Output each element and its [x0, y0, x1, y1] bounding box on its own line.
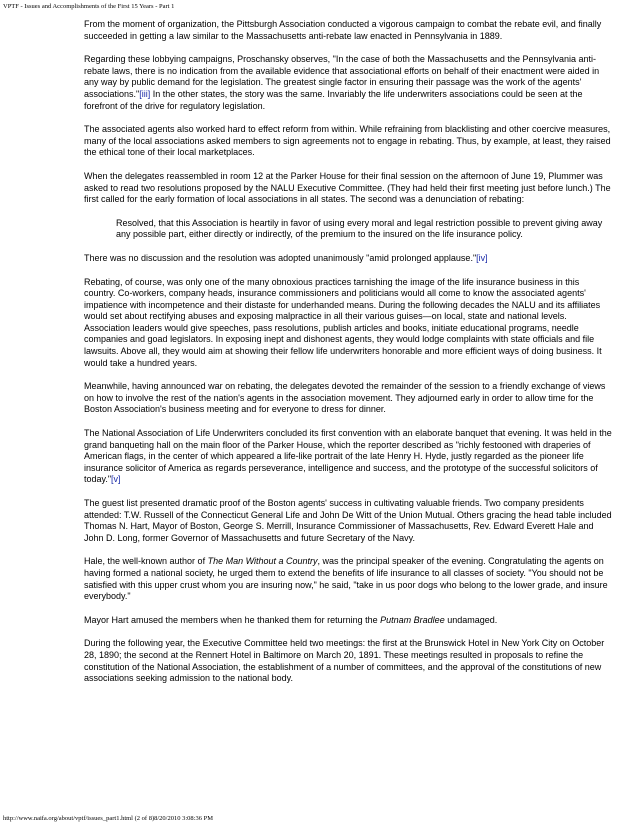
block-quote: Resolved, that this Association is heartily in favor of using every moral and legal restriction possible to prevent giving away any possible part, either directly or indirectly, of the premium to the insured on the life insurance policy.: [116, 217, 603, 240]
paragraph: The associated agents also worked hard to effect reform from within. While refraining from blacklisting and other coercive measures, many of the local associations asked members to sign agreements not to engage in rebating. Thus, by example, at least, they raised the ethical tone of their local marketplaces.: [84, 124, 611, 158]
paragraph: The National Association of Life Underwriters concluded its first convention with an elaborate banquet that evening. It was held in the grand banqueting hall on the main floor of the Parker House, which the reporter described as "richly festooned with draperies of American flags, in the center of which appeared a life-like portrait of the late Henry H. Hyde, justly regarded as the pioneer life insurance solicitor of America as regards perseverance, intelligence and success, and the prototype of the successful solicitors of today."[v]: [84, 428, 612, 485]
paragraph: When the delegates reassembled in room 12 at the Parker House for their final session on the afternoon of June 19, Plummer was asked to read two resolutions proposed by the NALU Executive Committee. (They had held their first meeting just before lunch.) The first called for the early formation of local associations in all states. The second was a denunciation of rebating:: [84, 170, 611, 205]
page-footer: http://www.naifa.org/about/vptf/issues_part1.html (2 of 8)8/20/2010 3:08:36 PM: [3, 815, 213, 822]
paragraph: The guest list presented dramatic proof of the Boston agents' success in cultivating valuable friends. Two company presidents attended: T.W. Russell of the Connecticut General Life and John De Witt of the Union Mutual. Others gracing the head table included Thomas N. Hart, Mayor of Boston, George S. Merrill, Insurance Commissioner of Massachusetts, Rev. Edward Everett Hale and John D. Long, former Governor of Massachusetts and future Secretary of the Navy.: [84, 498, 612, 543]
paragraph: Meanwhile, having announced war on rebating, the delegates devoted the remainder of the session to a friendly exchange of views on how to involve the rest of the nation's agents in the association movement. They adjourned early in order to allow time for the Boston Association's business meeting and for everyone to dress for dinner.: [84, 381, 606, 415]
paragraph: There was no discussion and the resolution was adopted unanimously "amid prolonged applause."[iv]: [84, 252, 488, 263]
paragraph: From the moment of organization, the Pittsburgh Association conducted a vigorous campaign to combat the rebate evil, and finally succeeded in getting a law similar to the Massachusetts anti-rebate law enacted in Pennsylvania in 1889.: [84, 19, 602, 41]
footnote-link[interactable]: [iv]: [476, 252, 488, 263]
footnote-link[interactable]: [iii]: [139, 88, 151, 99]
paragraph: During the following year, the Executive Committee held two meetings: the first at the Brunswick Hotel in New York City on October 28, 1890; the second at the Rennert Hotel in Baltimore on March 20, 1891. These meetings resulted in proposals to refine the constitution of the National Association, the establishment of a number of committees, and the approval of the constitutions of new associations seeking admission to the national body.: [84, 638, 605, 684]
page-header: VPTF - Issues and Accomplishments of the First 15 Years - Part 1: [3, 3, 175, 10]
paragraph: Mayor Hart amused the members when he thanked them for returning the Putnam Bradlee undamaged.: [84, 614, 498, 625]
ship-name: Putnam Bradlee: [380, 614, 445, 625]
book-title: The Man Without a Country: [207, 556, 318, 567]
article-body: [84, 19, 612, 697]
paragraph: Regarding these lobbying campaigns, Proschansky observes, "In the case of both the Massachusetts and the Pennsylvania anti-rebate laws, there is no indication from the available evidence that associational efforts on behalf of their enactment were aided in any way by public demand for the legislation. The greatest single factor in ensuring their passage was the work of the agents' associations."[iii] In the other states, the story was the same. Invariably the life underwriters associations could be seen at the forefront of the drive for regulatory legislation.: [84, 54, 600, 111]
paragraph: Rebating, of course, was only one of the many obnoxious practices tarnishing the image of the life insurance business in this country. Co-workers, company heads, insurance commissioners and politicians would all come to know the associated agents' impatience with incompetence and their distaste for underhanded means. During the following decades the NALU and its affiliates would set about rectifying abuses and exposing malpractice in all their various guises—on local, state and national levels. Association leaders would give speeches, pass resolutions, publish articles and books, initiate educational programs, needle companies and goad legislators. In exposing inept and dishonest agents, they would lodge complaints with state officials and file lawsuits. Above all, they would aim at showing their fellow life underwriters honorable and more efficient ways of doing business. It would take a hundred years.: [84, 276, 602, 368]
footnote-link[interactable]: [v]: [111, 474, 121, 485]
paragraph: Hale, the well-known author of The Man Without a Country, was the principal speaker of the evening. Congratulating the agents on having formed a national society, he urged them to extend the benefits of life insurance to all classes of society. "You should not be satisfied with this upper crust whom you are insuring now," he said, "take in us poor dogs who belong to the lower grade, and insure everybody.": [84, 556, 608, 602]
